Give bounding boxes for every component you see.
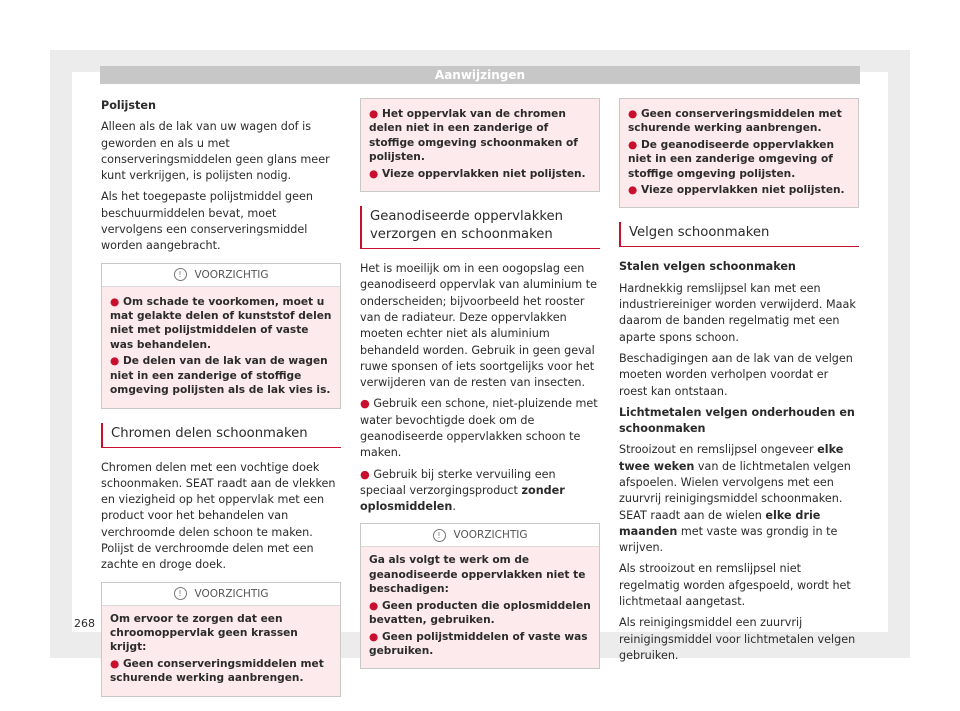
caution-header	[361, 524, 599, 547]
caution-item: ● De delen van de lak van de wagen niet in een zanderige of stoffige omgeving polijsten als de lak vies is.	[110, 355, 331, 397]
page-header: Aanwijzingen	[100, 66, 860, 84]
section-title-velgen: Velgen schoonmaken	[619, 222, 859, 247]
paragraph: Als reinigingsmiddel een zuurvrij reinigingsmiddel voor lichtmetalen velgen gebruiken.	[619, 616, 856, 662]
caution-intro: Ga als volgt te werk om de geanodiseerde oppervlakken niet te beschadigen:	[369, 554, 586, 596]
paragraph: Beschadigingen aan de lak van de velgen moeten worden verholpen voordat er roest kan ontstaan.	[619, 351, 853, 398]
page-number: 268	[74, 617, 95, 630]
paragraph: Als strooizout en remslijpsel niet regelmatig worden afgespoeld, wordt het lichtmetaal aangetast.	[619, 562, 851, 609]
paragraph: Strooizout en remslijpsel ongeveer elke twee weken van de lichtmetalen velgen afspoelen. Wielen vervolgens met een zuurvrij reinigingsmiddel schoonmaken. SEAT raadt aan de wielen elke drie maanden met vaste was grondig in te wrijven.	[619, 443, 851, 555]
caution-continued	[360, 98, 600, 192]
caution-continued	[619, 98, 859, 208]
column-right	[619, 98, 859, 669]
paragraph: Chromen delen met een vochtige doek schoonmaken. SEAT raadt aan de vlekken en viezigheid op het oppervlak met een product voor het behandelen van verchroomde delen schoon te maken. Polijst de verchroomde delen met een zachte en droge doek.	[101, 460, 336, 572]
bullet-paragraph: ● Gebruik een schone, niet-pluizende met water bevochtigde doek om de geanodiseerde oppervlakken schoon te maken.	[360, 397, 598, 460]
caution-item: ● Vieze oppervlakken niet polijsten.	[628, 184, 845, 197]
caution-item: ● Geen polijstmiddelen of vaste was gebruiken.	[369, 630, 588, 657]
caution-box	[101, 582, 341, 697]
caution-body	[361, 547, 599, 668]
caution-body	[102, 287, 340, 408]
bullet-paragraph: ● Gebruik bij sterke vervuiling een speciaal verzorgingsproduct zonder oplosmiddelen.	[360, 467, 565, 514]
caution-box	[101, 263, 341, 409]
caution-item: ● Vieze oppervlakken niet polijsten.	[369, 167, 586, 180]
caution-label: VOORZICHTIG	[453, 529, 528, 542]
caution-item: ● Geen producten die oplosmiddelen bevatten, gebruiken.	[369, 599, 591, 627]
caution-icon: !	[174, 268, 187, 281]
caution-item: ● Geen conserveringsmiddelen met schurende werking aanbrengen.	[110, 657, 324, 685]
caution-item: ● De geanodiseerde oppervlakken niet in een zanderige omgeving of stoffige omgeving polijsten.	[628, 138, 834, 180]
caution-label: VOORZICHTIG	[194, 268, 269, 281]
column-left	[101, 98, 341, 711]
caution-item: ● Geen conserveringsmiddelen met schurende werking aanbrengen.	[628, 108, 842, 135]
paragraph: Alleen als de lak van uw wagen dof is geworden en als u met conserveringsmiddelen geen glans meer kunt verkrijgen, is polijsten nodig.	[101, 120, 330, 183]
heading-polijsten: Polijsten	[101, 99, 156, 112]
caution-body	[102, 606, 340, 696]
subheading: Stalen velgen schoonmaken	[619, 260, 796, 274]
caution-item: ● Om schade te voorkomen, moet u mat gelakte delen of kunststof delen niet met polijstmiddelen of vaste was behandelen.	[110, 295, 332, 351]
caution-item: ● Het oppervlak van de chromen delen niet in een zanderige of stoffige omgeving schoonmaken of polijsten.	[369, 108, 578, 164]
caution-icon: !	[174, 587, 187, 600]
paragraph: Als het toegepaste polijstmiddel geen beschuurmiddelen bevat, moet vervolgens een conserveringsmiddel worden aangebracht.	[101, 190, 313, 253]
caution-box	[360, 523, 600, 669]
caution-header	[102, 583, 340, 606]
subheading: Lichtmetalen velgen onderhouden en schoonmaken	[619, 405, 855, 436]
column-middle	[360, 98, 600, 683]
caution-icon: !	[433, 529, 446, 542]
caution-header	[102, 264, 340, 287]
caution-intro: Om ervoor te zorgen dat een chroomoppervlak geen krassen krijgt:	[110, 612, 298, 654]
section-title-chromen: Chromen delen schoonmaken	[101, 423, 341, 448]
paragraph: Hardnekkig remslijpsel kan met een industriereiniger worden verwijderd. Maak daarom de banden regelmatig met een aparte spons schoon.	[619, 281, 856, 344]
section-title-geanodiseerd: Geanodiseerde oppervlakken verzorgen en schoonmaken	[360, 206, 600, 249]
paragraph: Het is moeilijk om in een oogopslag een geanodiseerd oppervlak van aluminium te onderscheiden; bijvoorbeeld het rooster van de radiateur. Deze oppervlakken moeten echter niet als aluminium behandeld worden. Gebruik in geen geval ruwe sponsen of iets soortgelijks voor het verwijderen van de resten van insecten.	[360, 262, 597, 390]
caution-label: VOORZICHTIG	[194, 587, 269, 600]
